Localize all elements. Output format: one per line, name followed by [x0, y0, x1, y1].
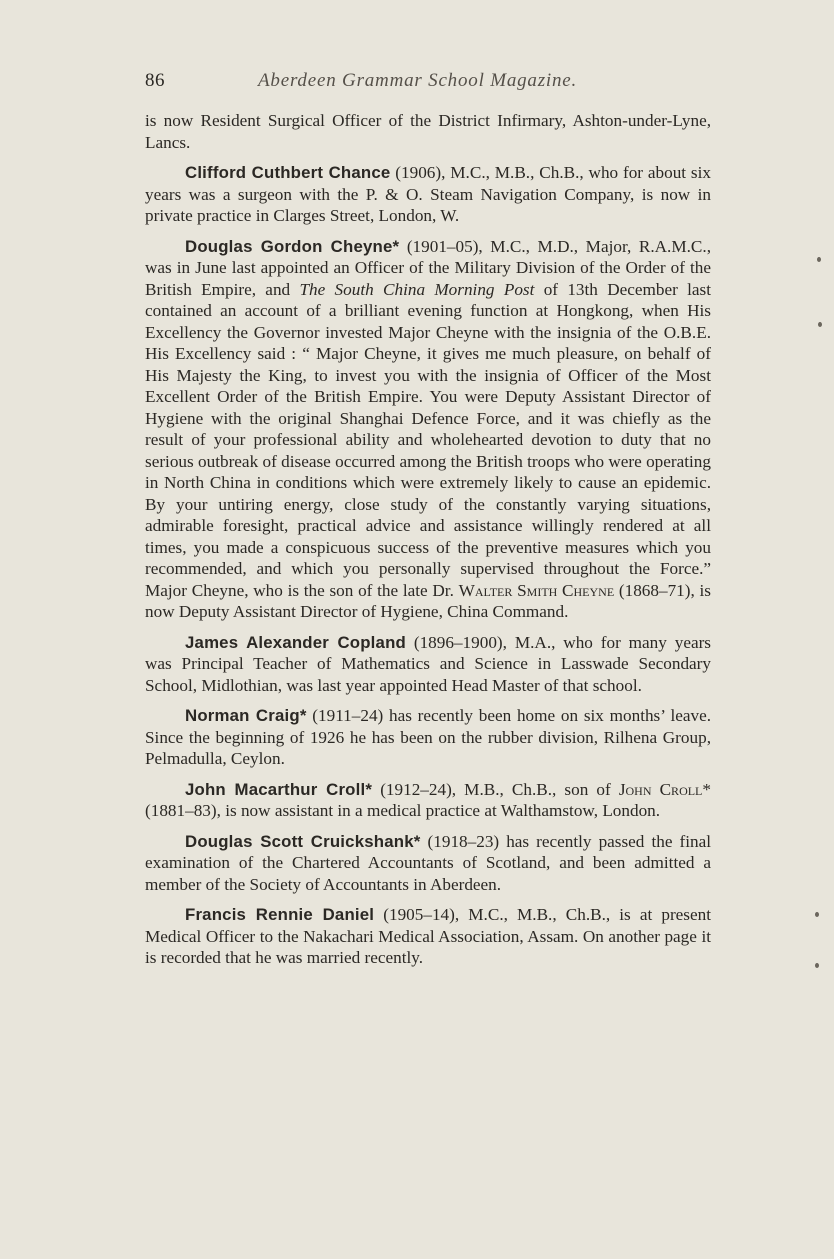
entry-text: (1918–23) has recently passed the final examination of the Chartered Accountants of Scotland, and been admitted a member of the Society of Accountants in Aberdeen.: [145, 831, 711, 894]
entry-daniel: [145, 904, 711, 969]
entry-craig: [145, 705, 711, 770]
person-name: Clifford Cuthbert Chance: [185, 163, 391, 182]
page-number: 86: [145, 70, 165, 91]
newspaper-title: The South China Morning Post: [299, 279, 535, 299]
entry-text: (1911–24) has recently been home on six months’ leave. Since the beginning of 1926 he has been on the rubber division, Rilhena Group, Pelmadulla, Ceylon.: [145, 706, 711, 768]
person-name: Douglas Scott Cruickshank*: [185, 831, 421, 851]
entry-text: (1906), M.C., M.B., Ch.B., who for about six years was a surgeon with the P. & O. Steam Navigation Company, is now in private practice in Clarges Street, London, W.: [145, 163, 711, 225]
person-name: Francis Rennie Daniel: [185, 905, 375, 924]
margin-mark-dot: [815, 963, 819, 968]
entry-text: of 13th December last contained an account of a brilliant evening function at Hongkong, when His Excellency the Governor invested Major Cheyne with the insignia of the O.B.E. His Excellency said : “ Major Cheyne, it gives me much pleasure, on behalf of His Majesty the King, to invest you with the insignia of Officer of the Most Excellent Order of the British Empire. You were Deputy Assistant Director of Hygiene with the original Shanghai Defence Force, and it was chiefly as the result of your professional ability and wholehearted devotion to duty that no serious outbreak of disease occurred among the British troops who were operating in North China in conditions which were extremely likely to cause an epidemic. By your untiring energy, close study of the constantly varying situations, admirable foresight, practical advice and assistance willingly rendered at all times, you made a conspicuous success of the preventive measures which you recommended, and which you personally supervised throughout the Force.” Major Cheyne, who is the son of the late Dr.: [145, 279, 712, 600]
margin-mark-dot: [815, 912, 819, 917]
entry-cheyne: [145, 236, 711, 623]
entry-text: (1881–83), is now assistant in a medical practice at Walthamstow, London.: [145, 801, 661, 820]
person-name: Norman Craig*: [185, 706, 307, 725]
paragraph-text: is now Resident Surgical Officer of the District Infirmary, Ashton-under-Lyne, Lancs.: [145, 111, 711, 152]
entry-copland: [145, 632, 711, 697]
entry-text: (1896–1900), M.A., who for many years was Principal Teacher of Mathematics and Science in Lasswade Secondary School, Midlothian, was last year appointed Head Master of that school.: [145, 632, 711, 695]
related-person-name: Walter Smith Cheyne: [458, 580, 615, 600]
paragraph-continuation: [145, 110, 711, 153]
entry-croll: [145, 779, 711, 822]
person-name: John Macarthur Croll*: [185, 779, 373, 799]
margin-mark-dot: [817, 257, 821, 262]
page-header: [145, 70, 725, 98]
entry-cruickshank: [145, 831, 711, 896]
entry-text: (1868–71), is now Deputy Assistant Director of Hygiene, China Command.: [145, 580, 711, 621]
entry-text: (1905–14), M.C., M.B., Ch.B., is at present Medical Officer to the Nakachari Medical Association, Assam. On another page it is recorded that he was married recently.: [145, 905, 711, 967]
running-title: Aberdeen Grammar School Magazine.: [258, 70, 578, 91]
entry-text: (1912–24), M.B., Ch.B., son of: [372, 779, 619, 799]
person-name: Douglas Gordon Cheyne*: [185, 236, 400, 256]
person-name: James Alexander Copland: [185, 632, 406, 652]
margin-mark-dot: [818, 322, 822, 327]
entry-chance: [145, 162, 711, 227]
related-person-name: John Croll*: [618, 779, 711, 799]
entry-text: (1901–05), M.C., M.D., Major, R.A.M.C., was in June last appointed an Officer of the Military Division of the Order of the British Empire, and: [145, 236, 711, 299]
article-body: [145, 110, 711, 978]
